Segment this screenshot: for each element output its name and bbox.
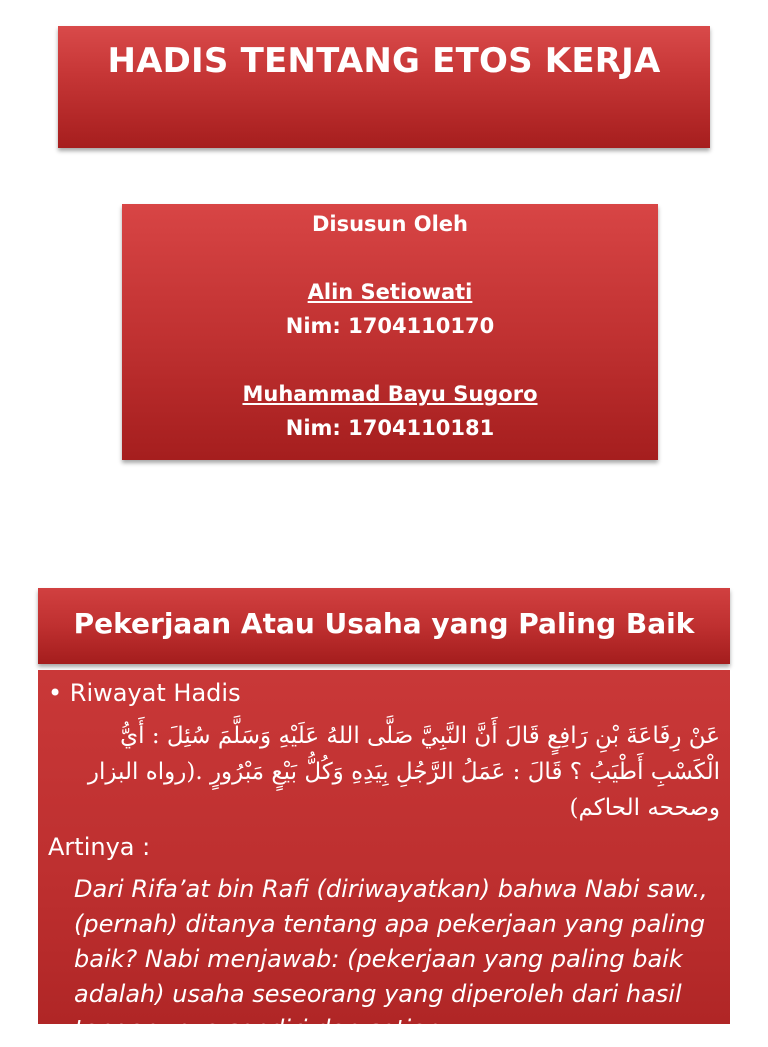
content-panel: [38, 670, 730, 1043]
author1-nim: Nim: 1704110170: [285, 314, 495, 338]
author2-nim: Nim: 1704110181: [285, 416, 495, 440]
slide-title-text: HADIS TENTANG ETOS KERJA: [107, 41, 661, 81]
bullet-riwayat-hadis: • Riwayat Hadis: [48, 679, 241, 707]
author1-name: Alin Setiowati: [307, 280, 473, 304]
artinya-label: Artinya :: [48, 833, 151, 861]
translation-text: Dari Rifa’at bin Rafi (diriwayatkan) bahwa Nabi saw., (pernah) ditanya tentang apa pekerjaan yang paling baik? Nabi menjawab: (pekerjaan yang paling baik adalah) usaha seseorang yang diperoleh dari hasil tangan- nya sendiri dan setiap: [74, 875, 708, 1043]
section-heading: [38, 588, 730, 664]
author-box: [122, 204, 658, 460]
slide-title: [58, 26, 710, 148]
arabic-hadith-text: عَنْ رِفَاعَةَ بْنِ رَافِعٍ قَالَ أَنَّ النَّبِيَّ صَلَّى اللهُ عَلَيْهِ وَسَلَّمَ سُئِلَ : أَيُّ الْكَسْبِ أَطْيَبُ ؟ قَالَ : عَمَلُ الرَّجُلِ بِيَدِهِ وَكُلُّ بَيْعٍ مَبْرُورٍ .(رواه البزار وصححه الحاكم): [87, 723, 720, 821]
section-heading-text: Pekerjaan Atau Usaha yang Paling Baik: [73, 607, 695, 640]
author-label: Disusun Oleh: [311, 212, 469, 236]
author2-name: Muhammad Bayu Sugoro: [242, 382, 538, 406]
